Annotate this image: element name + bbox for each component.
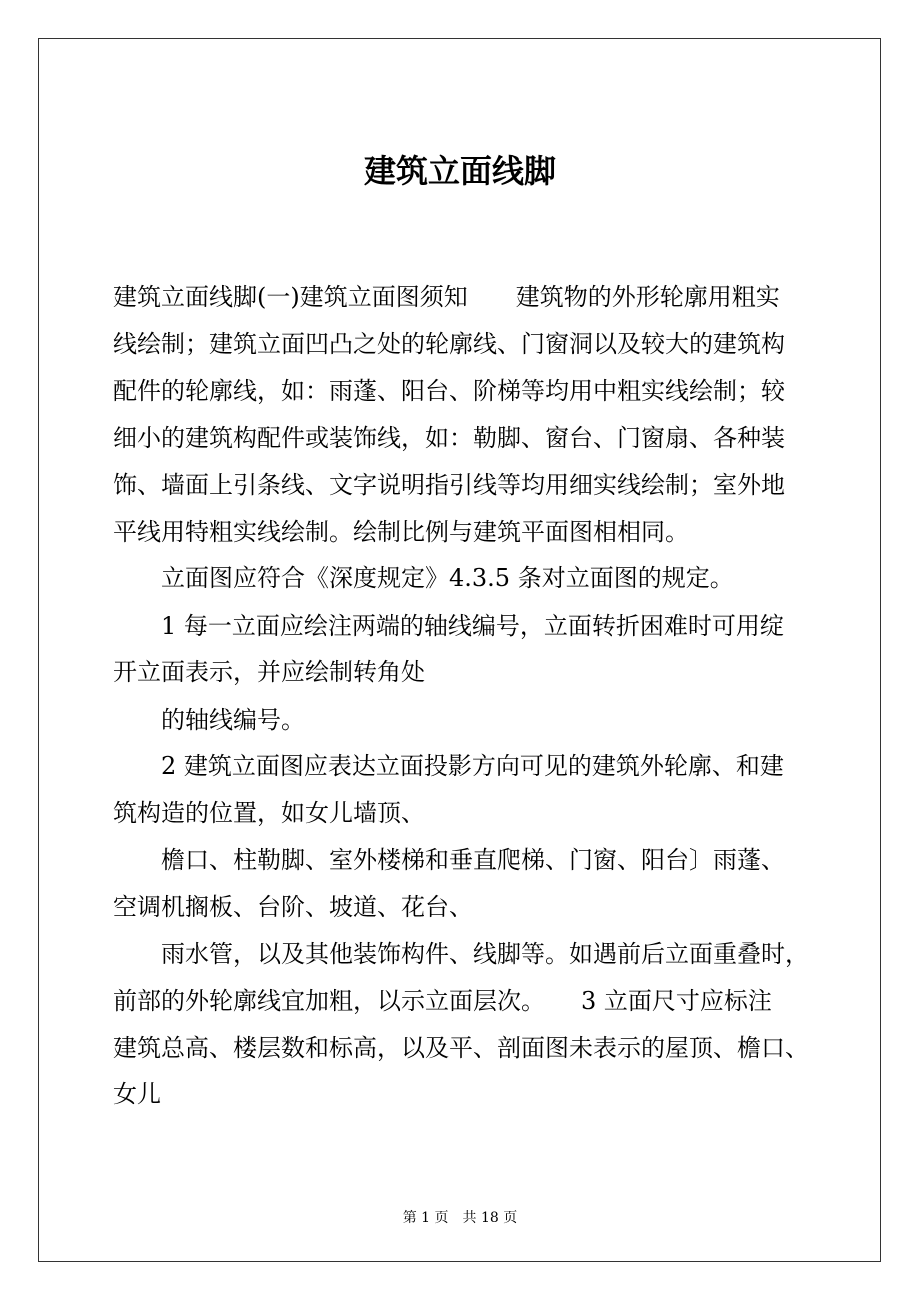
body-line: 檐口、柱勒脚、室外楼梯和垂直爬梯、门窗、阳台〕雨蓬、 bbox=[161, 846, 785, 874]
body-line: 配件的轮廓线，如：雨蓬、阳台、阶梯等均用中粗实线绘制；较 bbox=[113, 377, 785, 405]
body-line: 筑构造的位置，如女儿墙顶、 bbox=[113, 799, 425, 827]
page-border bbox=[38, 38, 881, 1262]
body-line: 线绘制；建筑立面凹凸之处的轮廓线、门窗洞以及较大的建筑构 bbox=[113, 330, 785, 358]
body-line: 开立面表示，并应绘制转角处 bbox=[113, 658, 425, 686]
body-line: 女儿 bbox=[113, 1080, 161, 1108]
body-line: 建筑立面线脚(一)建筑立面图须知 建筑物的外形轮廓用粗实 bbox=[113, 283, 780, 311]
document-title: 建筑立面线脚 bbox=[363, 152, 556, 190]
body-line: 饰、墙面上引条线、文字说明指引线等均用细实线绘制；室外地 bbox=[113, 471, 785, 499]
body-line: 的轴线编号。 bbox=[161, 706, 305, 734]
body-line: 2 建筑立面图应表达立面投影方向可见的建筑外轮廓、和建 bbox=[161, 752, 784, 780]
page-number-footer: 第 1 页 共 18 页 bbox=[402, 1210, 518, 1226]
body-line: 前部的外轮廓线宜加粗，以示立面层次。 3 立面尺寸应标注 bbox=[113, 987, 772, 1015]
body-line: 空调机搁板、台阶、坡道、花台、 bbox=[113, 893, 473, 921]
body-line: 雨水管，以及其他装饰构件、线脚等。如遇前后立面重叠时， bbox=[161, 940, 809, 968]
body-line: 细小的建筑构配件或装饰线，如：勒脚、窗台、门窗扇、各种装 bbox=[113, 424, 785, 452]
body-line: 立面图应符合《深度规定》4.3.5 条对立面图的规定。 bbox=[161, 564, 734, 592]
body-line: 平线用特粗实线绘制。绘制比例与建筑平面图相相同。 bbox=[113, 518, 689, 546]
body-line: 建筑总高、楼层数和标高，以及平、剖面图未表示的屋顶、檐口、 bbox=[113, 1034, 809, 1062]
body-line: 1 每一立面应绘注两端的轴线编号，立面转折困难时可用绽 bbox=[161, 612, 784, 640]
